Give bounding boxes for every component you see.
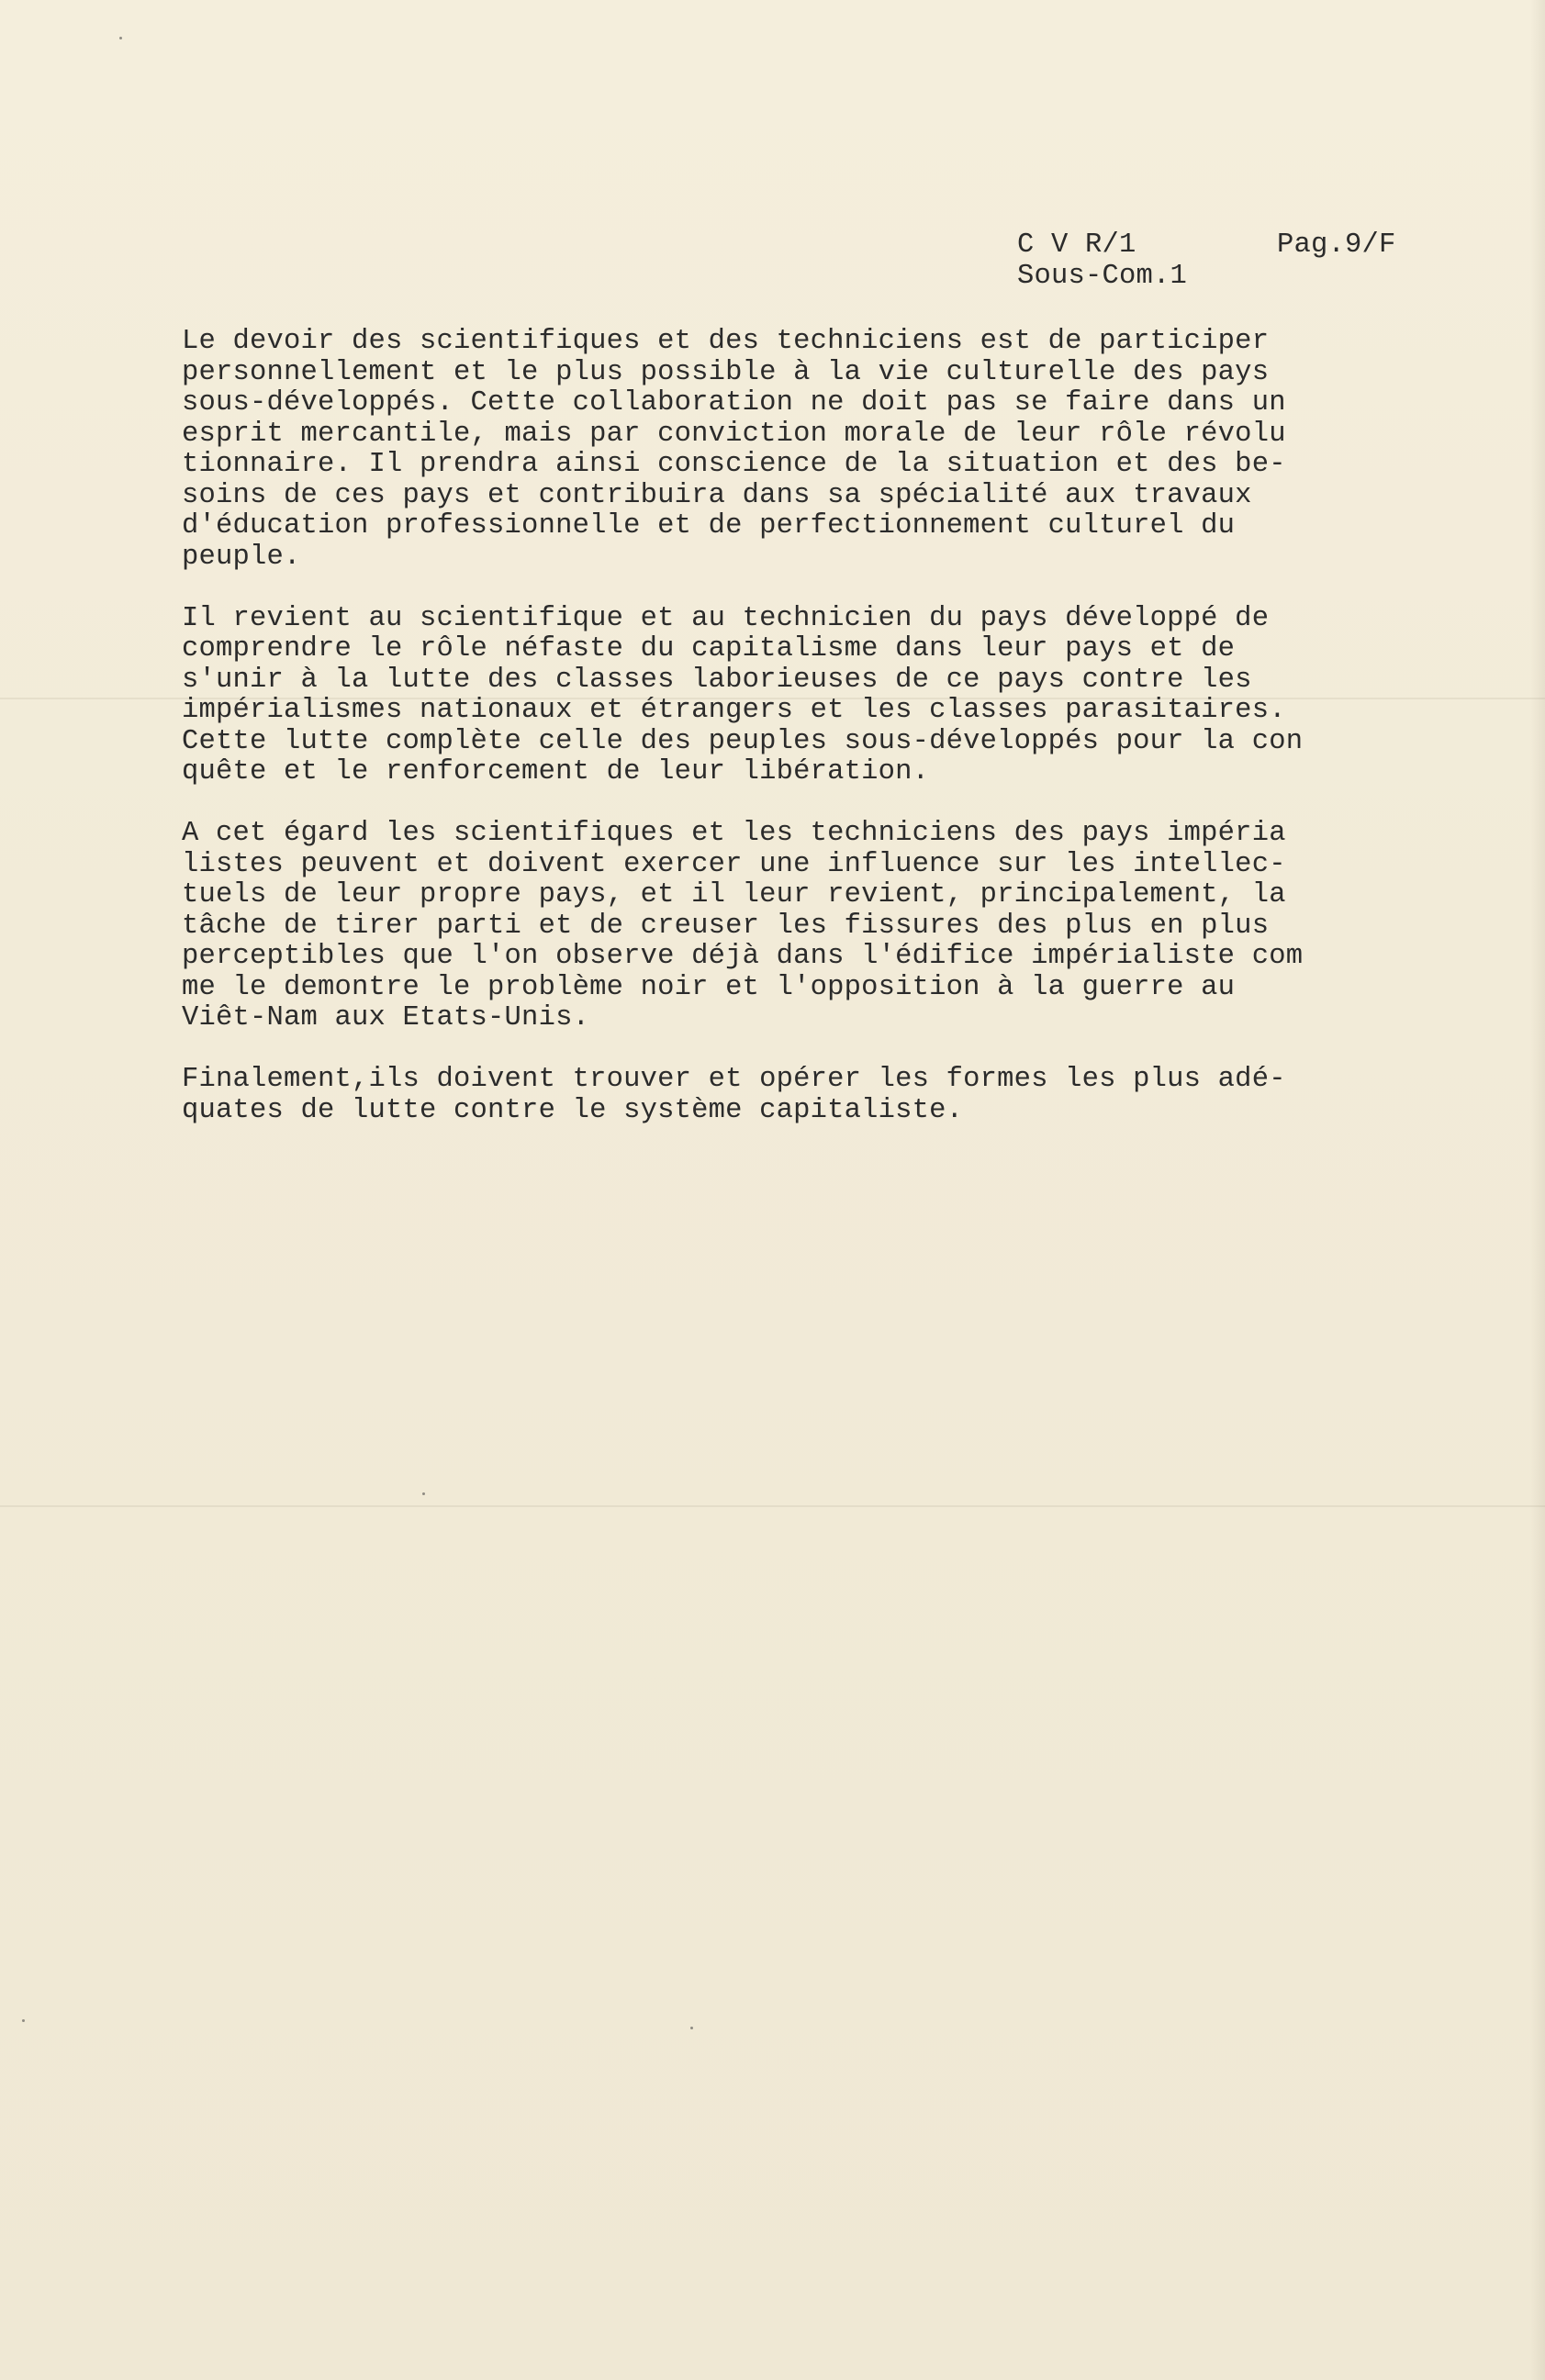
text-line: tuels de leur propre pays, et il leur revient, principalement, la <box>182 879 1286 911</box>
document-header <box>1017 229 1439 292</box>
text-line: tionnaire. Il prendra ainsi conscience de la situation et des be- <box>182 449 1286 480</box>
paragraph <box>182 1065 1430 1126</box>
text-line: soins de ces pays et contribuira dans sa spécialité aux travaux <box>182 479 1252 511</box>
paragraph <box>182 327 1430 573</box>
text-line: listes peuvent et doivent exercer une influence sur les intellec- <box>182 848 1286 880</box>
text-line: s'unir à la lutte des classes laborieuses de ce pays contre les <box>182 664 1252 696</box>
text-line: A cet égard les scientifiques et les techniciens des pays impéria <box>182 818 1286 849</box>
text-line: Il revient au scientifique et au technicien du pays développé de <box>182 602 1270 634</box>
document-reference: C V R/1 <box>1017 229 1136 261</box>
paper-speck <box>22 2019 25 2022</box>
text-line: Finalement,ils doivent trouver et opérer les formes les plus adé- <box>182 1064 1286 1095</box>
text-line: quates de lutte contre le système capitaliste. <box>182 1094 964 1126</box>
text-line: impérialismes nationaux et étrangers et les classes parasitaires. <box>182 695 1286 726</box>
text-line: Le devoir des scientifiques et des techniciens est de participer <box>182 326 1270 357</box>
text-line: Cette lutte complète celle des peuples sous-développés pour la con <box>182 725 1304 757</box>
text-line: sous-développés. Cette collaboration ne doit pas se faire dans un <box>182 387 1286 419</box>
text-line: Viêt-Nam aux Etats-Unis. <box>182 1002 590 1034</box>
sub-committee-label: Sous-Com.1 <box>1017 261 1188 292</box>
text-line: d'éducation professionnelle et de perfectionnement culturel du <box>182 510 1236 542</box>
paragraph <box>182 819 1430 1034</box>
page-number: Pag.9/F <box>1277 229 1396 261</box>
text-line: quête et le renforcement de leur libération. <box>182 756 930 788</box>
text-line: perceptibles que l'on observe déjà dans l'édifice impérialiste com <box>182 941 1304 972</box>
text-line: personnellement et le plus possible à la vie culturelle des pays <box>182 356 1270 388</box>
paper-speck <box>422 1492 425 1495</box>
text-line: comprendre le rôle néfaste du capitalisme dans leur pays et de <box>182 633 1236 665</box>
paragraph <box>182 604 1430 788</box>
document-body <box>182 327 1430 1157</box>
paper-speck <box>690 2027 693 2029</box>
text-line: esprit mercantile, mais par conviction morale de leur rôle révolu <box>182 418 1286 450</box>
text-line: tâche de tirer parti et de creuser les fissures des plus en plus <box>182 910 1270 942</box>
text-line: me le demontre le problème noir et l'opposition à la guerre au <box>182 971 1236 1003</box>
text-line: peuple. <box>182 541 301 573</box>
paper-fold-line <box>0 1505 1545 1507</box>
page-edge-shadow <box>1530 0 1545 2380</box>
paper-speck <box>119 37 122 39</box>
